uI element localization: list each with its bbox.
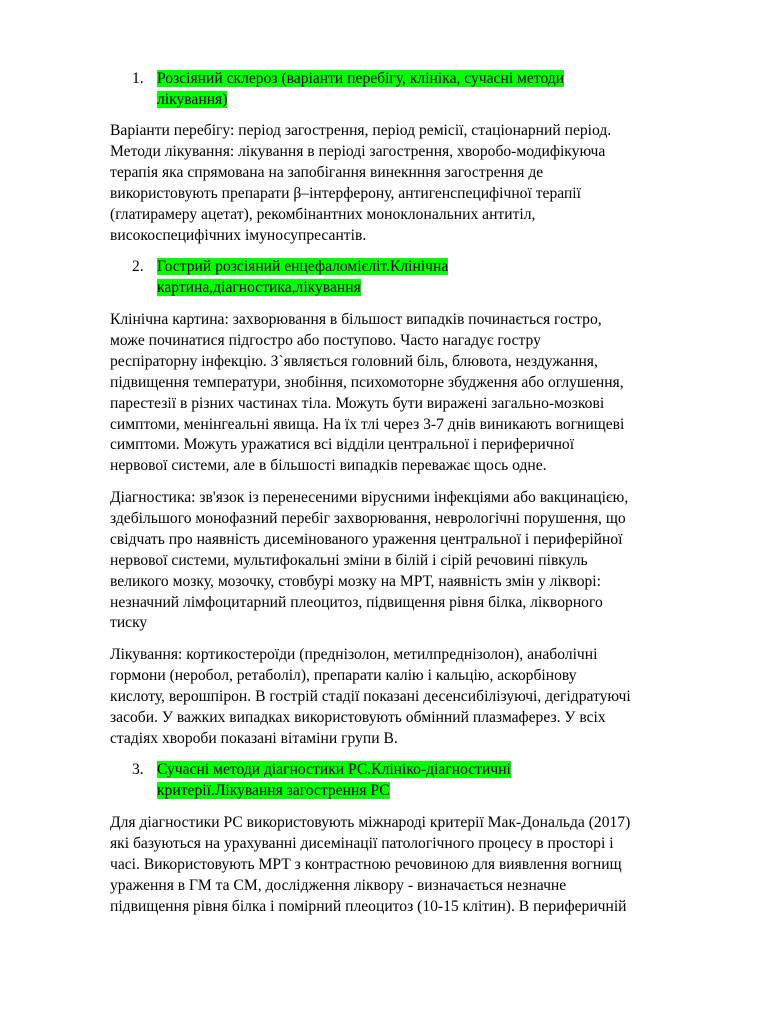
paragraph: [110, 645, 722, 750]
text-line: симптоми. Можуть уражатися всі відділи центральної і периферичної: [110, 436, 575, 454]
text-line: Клінічна картина: захворювання в більшост випадків починається гостро,: [110, 311, 602, 328]
heading-text-line: критерії.Лікування загострення РС: [157, 781, 390, 799]
list-number: 3.: [132, 761, 144, 778]
text-line: тиску: [110, 614, 148, 632]
paragraph: [110, 813, 722, 918]
text-line: високоспецифічних імуносупресантів.: [110, 226, 367, 244]
text-line: парестезії в різних частинах тіла. Можуть бути виражені загально-мозкові: [110, 394, 605, 412]
text-line: нервової системи, але в більшості випадків переважає щось одне.: [110, 457, 547, 475]
text-line: стадіях хвороби показані вітаміни групи В.: [110, 729, 398, 747]
paragraph: [110, 488, 722, 634]
heading-text-line: Гострий розсіяний енцефаломієліт.Клінічна: [157, 258, 449, 275]
heading-text-line: Розсіяний склероз (варіанти перебігу, клініка, сучасні методи: [157, 70, 565, 87]
text-line: Для діагностики РС використовують міжнароді критерії Мак-Дональда (2017): [110, 814, 631, 831]
text-line: респіраторну інфекцію. З`являється головний біль, блювота, нездужання,: [110, 352, 598, 370]
text-line: симптоми, менінгеальні явища. На їх тлі через 3-7 днів виникають вогнищеві: [110, 415, 625, 433]
text-line: Методи лікування: лікування в періоді загострення, хворобо-модифікуюча: [110, 142, 606, 160]
text-line: здебільшого монофазний перебіг захворювання, неврологічні порушення, що: [110, 509, 626, 527]
text-line: нервової системи, мультифокальні зміни в білій і сірій речовині півкуль: [110, 551, 588, 569]
heading-text-line: лікування): [157, 90, 228, 108]
text-line: використовують препарати β–інтерферону, антигенспецифічної терапії: [110, 184, 581, 202]
text-line: незначний лімфоцитарний плеоцитоз, підвищення рівня білка, ліквoрного: [110, 593, 603, 611]
paragraph: [110, 310, 722, 477]
text-line: великого мозку, мозочку, стовбурі мозку на МРТ, наявність змін у ліквoрі:: [110, 572, 601, 590]
text-line: свідчать про наявність дисемінованого ураження центральної і периферійної: [110, 530, 623, 548]
paragraph: [110, 121, 722, 246]
text-line: підвищення рівня білка і помірний плеоцитоз (10-15 клітин). В периферичній: [110, 897, 627, 915]
text-line: гормони (неробол, ретаболіл), препарати калію і кальцію, аскорбінову: [110, 666, 577, 684]
text-line: підвищення температури, знобіння, психомоторне збудження або оглушення,: [110, 373, 624, 391]
text-line: ураження в ГМ та СМ, дослідження ліквору - визначається незначне: [110, 876, 567, 894]
text-line: Лікування: кортикостероїди (преднізолон, метилпреднізолон), анаболічні: [110, 646, 598, 663]
heading-text-line: картина,діагностика,лікування: [157, 278, 361, 296]
text-line: Варіанти перебігу: період загострення, період ремісії, стаціонарний період.: [110, 122, 612, 139]
text-line: Діагностика: зв'язок із перенесеними вірусними інфекціями або вакцинацією,: [110, 489, 629, 506]
text-line: кислоту, верошпірон. В гострій стадії показані десенсибілізуючі, дегідратуючі: [110, 687, 631, 705]
text-line: терапія яка спрямована на запобігання винекнння загострення де: [110, 163, 544, 181]
text-line: часі. Використовують МРТ з контрастною речовиною для виявлення вогнищ: [110, 855, 622, 873]
heading-text-line: Сучасні методи діагностики РС.Клініко-діагностичні: [157, 761, 511, 778]
list-number: 1.: [132, 70, 144, 87]
text-line: (глатирамеру ацетат), рекомбінантних моноклональних антитіл,: [110, 205, 536, 223]
list-number: 2.: [132, 258, 144, 275]
text-line: засоби. У важких випадках використовують обмінний плазмаферез. У всіх: [110, 708, 606, 726]
text-line: які базуються на урахуванні дисемінації патологічного процесу в просторі і: [110, 834, 614, 852]
text-line: може починатися підгостро або поступово. Часто нагадує гостру: [110, 331, 541, 349]
